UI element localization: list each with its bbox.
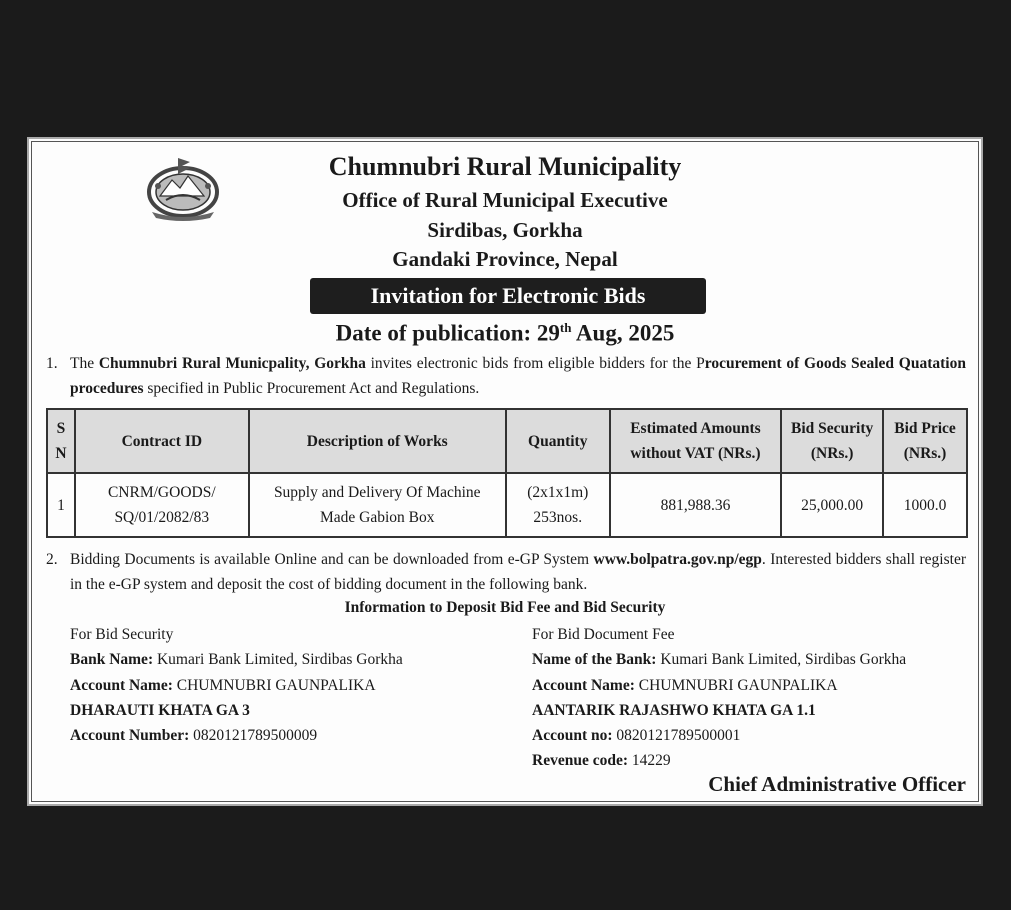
deposit-heading: Information to Deposit Bid Fee and Bid Security (344, 599, 666, 616)
table-header-row (47, 409, 967, 473)
cell-bid-security: 25,000.00 (781, 473, 883, 537)
signoff: Chief Administrative Officer (708, 772, 966, 796)
office-location: Sirdibas, Gorkha (427, 218, 583, 242)
bid-document-fee-details (532, 622, 906, 774)
header-sn: S N (47, 409, 75, 473)
paragraph-number: 1. (46, 355, 58, 372)
security-account-number: Account Number: 0820121789500009 (70, 727, 318, 745)
docfee-title: For Bid Document Fee (532, 626, 675, 643)
security-account-name: Account Name: CHUMNUBRI GAUNPALIKA (70, 676, 376, 694)
org-name: Chumnubri Rural Municipality (328, 152, 682, 181)
office-name: Office of Rural Municipal Executive (342, 188, 668, 212)
notice-border (31, 141, 979, 802)
bid-notice (27, 137, 983, 806)
notice-banner: Invitation for Electronic Bids (310, 278, 706, 314)
bids-table (46, 408, 968, 538)
cell-contract-id: CNRM/GOODS/ SQ/01/2082/83 (75, 473, 249, 537)
header-description: Description of Works (249, 409, 506, 473)
header-bid-security: Bid Security (NRs.) (781, 409, 883, 473)
docfee-account-number: Account no: 0820121789500001 (532, 727, 741, 745)
header-bid-price: Bid Price (NRs.) (883, 409, 967, 473)
egp-link-text: www.bolpatra.gov.np/egp (593, 551, 762, 568)
docfee-bank: Name of the Bank: Kumari Bank Limited, Sirdibas Gorkha (532, 651, 907, 669)
paragraph-1: 1. The Chumnubri Rural Municpality, Gorkha invites electronic bids from eligible bidders for the Procurement of Goods Sealed Quatation procedures specified in Public Procurement Act and Regulations. (70, 351, 966, 401)
bid-security-details (70, 622, 403, 748)
security-bank: Bank Name: Kumari Bank Limited, Sirdibas Gorkha (70, 651, 403, 669)
docfee-khata: AANTARIK RAJASHWO KHATA GA 1.1 (532, 701, 816, 719)
docfee-revenue-code: Revenue code: 14229 (532, 752, 671, 770)
header-estimate: Estimated Amounts without VAT (NRs.) (610, 409, 782, 473)
paragraph-2: 2. Bidding Documents is available Online and can be downloaded from e-GP System www.bolpatra.gov.np/egp. Interested bidders shall register in the e-GP system and deposit the cost of bidding document in the following bank. (70, 547, 966, 597)
security-title: For Bid Security (70, 626, 174, 643)
publication-date: Date of publication: 29th Aug, 2025 (335, 320, 675, 346)
docfee-account-name: Account Name: CHUMNUBRI GAUNPALIKA (532, 676, 838, 694)
table-row (47, 473, 967, 537)
cell-sn: 1 (47, 473, 75, 537)
header-quantity: Quantity (506, 409, 610, 473)
paragraph-number: 2. (46, 551, 58, 568)
cell-quantity: (2x1x1m) 253nos. (506, 473, 610, 537)
cell-estimate: 881,988.36 (610, 473, 782, 537)
cell-bid-price: 1000.0 (883, 473, 967, 537)
header-contract-id: Contract ID (75, 409, 249, 473)
cell-description: Supply and Delivery Of Machine Made Gabion Box (249, 473, 506, 537)
office-province: Gandaki Province, Nepal (392, 247, 618, 271)
security-khata: DHARAUTI KHATA GA 3 (70, 701, 250, 719)
